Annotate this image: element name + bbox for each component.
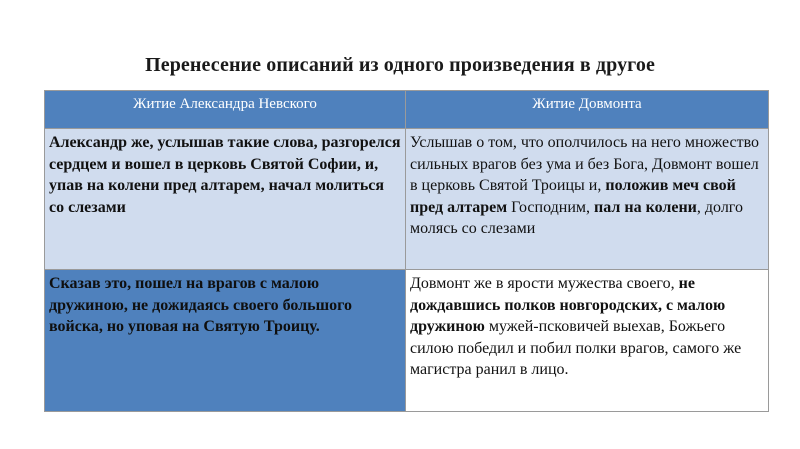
cell-dovmont-battle	[406, 270, 769, 412]
text-segment: мужей-псковичей выехав, Божьего силою победил и побил полки врагов, самого же магистра ранил в лицо.	[410, 318, 742, 378]
table-header-row	[45, 91, 769, 129]
table-row	[45, 129, 769, 270]
comparison-table	[44, 90, 769, 412]
slide-title: Перенесение описаний из одного произведения в другое	[145, 54, 655, 76]
bold-segment: положив меч свой пред алтарем	[410, 177, 736, 216]
text-segment: , долго молясь со слезами	[410, 198, 743, 237]
bold-segment: не дождавшись полков новгородских, с малою дружиною	[410, 275, 726, 335]
bold-segment: пал на колени	[594, 198, 697, 216]
header-dovmont: Житие Довмонта	[406, 91, 769, 129]
header-nevsky: Житие Александра Невского	[45, 91, 406, 129]
cell-nevsky-prayer: Александр же, услышав такие слова, разгорелся сердцем и вошел в церковь Святой Софии, и, упав на колени пред алтарем, начал молиться со слезами	[45, 129, 406, 270]
table-row	[45, 270, 769, 412]
text-segment: Довмонт же в ярости мужества своего,	[410, 275, 679, 292]
cell-dovmont-prayer	[406, 129, 769, 270]
cell-nevsky-battle: Сказав это, пошел на врагов с малою дружиною, не дожидаясь своего большого войска, но уповая на Святую Троицу.	[45, 270, 406, 412]
text-segment: Услышав о том, что ополчилось на него множество сильных врагов без ума и без Бога, Довмонт вошел в церковь Святой Троицы и,	[410, 134, 760, 194]
text-segment: Господним,	[507, 198, 595, 216]
